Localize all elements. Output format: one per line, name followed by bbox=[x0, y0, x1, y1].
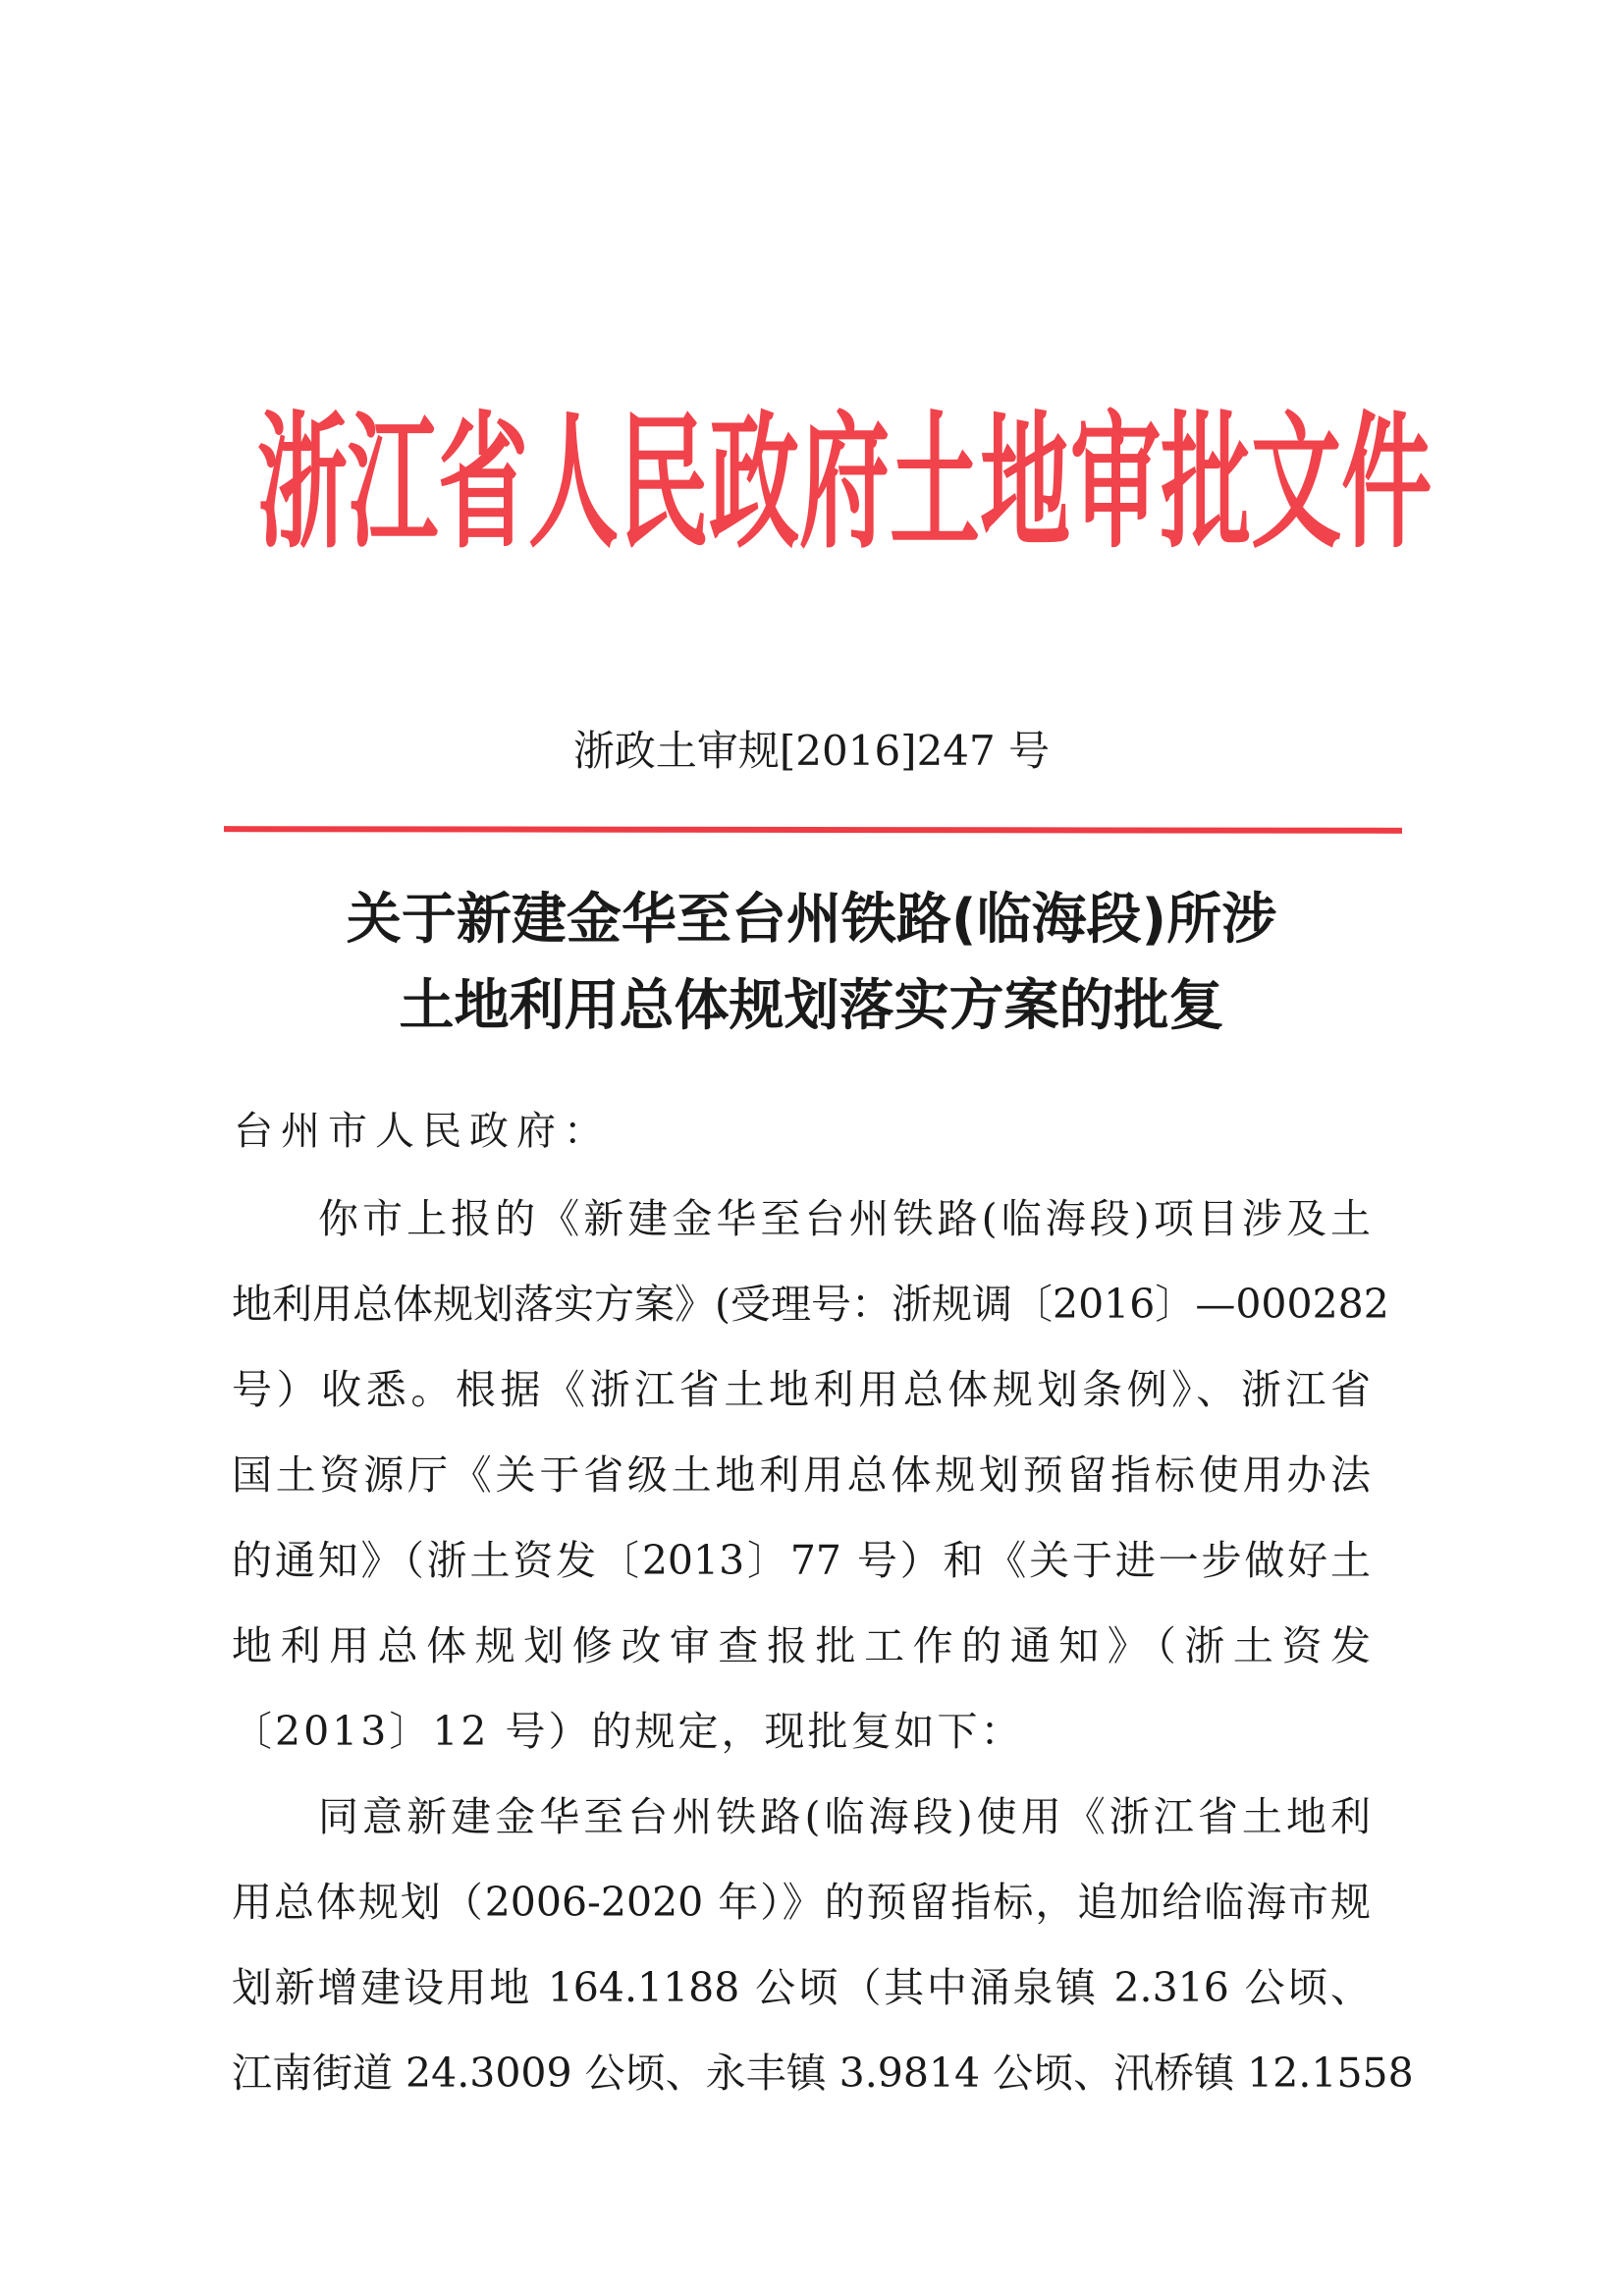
body-line: 你市上报的《新建金华至台州铁路(临海段)项目涉及土 bbox=[318, 1195, 1371, 1242]
body-line: 地利用总体规划落实方案》(受理号：浙规调〔2016〕—000282 bbox=[232, 1281, 1389, 1328]
red-divider bbox=[224, 826, 1402, 834]
masthead-char: 文 bbox=[1251, 398, 1342, 569]
masthead-char: 江 bbox=[348, 398, 439, 569]
document-title-line-2: 土地利用总体规划落实方案的批复 bbox=[399, 974, 1224, 1038]
masthead-char: 政 bbox=[709, 398, 800, 569]
body-line: 国土资源厅《关于省级土地利用总体规划预留指标使用办法 bbox=[232, 1451, 1371, 1499]
body-line: 的通知》（浙土资发〔2013〕77 号）和《关于进一步做好土 bbox=[232, 1537, 1371, 1584]
masthead-char: 府 bbox=[799, 398, 891, 569]
masthead-char: 批 bbox=[1161, 398, 1252, 569]
body-line: 用总体规划（2006-2020 年）》的预留指标，追加给临海市规 bbox=[232, 1879, 1371, 1926]
masthead-char: 审 bbox=[1070, 398, 1162, 569]
masthead-char: 人 bbox=[528, 398, 620, 569]
masthead-char: 民 bbox=[619, 398, 710, 569]
body-line: 地利用总体规划修改审查报批工作的通知》（浙土资发 bbox=[232, 1622, 1371, 1669]
body-line: 号）收悉。根据《浙江省土地利用总体规划条例》、浙江省 bbox=[232, 1366, 1371, 1413]
masthead-char: 省 bbox=[438, 398, 529, 569]
body-line: 划新增建设用地 164.1188 公顷（其中涌泉镇 2.316 公顷、 bbox=[232, 1964, 1371, 2011]
salutation: 台州市人民政府： bbox=[234, 1109, 611, 1154]
body-text bbox=[232, 1193, 1414, 2133]
masthead-char: 土 bbox=[890, 398, 981, 569]
document-title-line-1: 关于新建金华至台州铁路(临海段)所涉 bbox=[346, 888, 1277, 952]
body-line: 同意新建金华至台州铁路(临海段)使用《浙江省土地利 bbox=[318, 1793, 1371, 1840]
masthead-char: 浙 bbox=[257, 398, 349, 569]
masthead-char: 地 bbox=[980, 398, 1071, 569]
masthead-title bbox=[257, 398, 1433, 569]
body-line: 〔2013〕12 号）的规定，现批复如下： bbox=[232, 1708, 1024, 1755]
document-number: 浙政土审规[2016]247 号 bbox=[572, 727, 1051, 775]
masthead-char: 件 bbox=[1341, 398, 1433, 569]
body-line: 江南街道 24.3009 公顷、永丰镇 3.9814 公顷、汛桥镇 12.1558 bbox=[232, 2050, 1414, 2097]
